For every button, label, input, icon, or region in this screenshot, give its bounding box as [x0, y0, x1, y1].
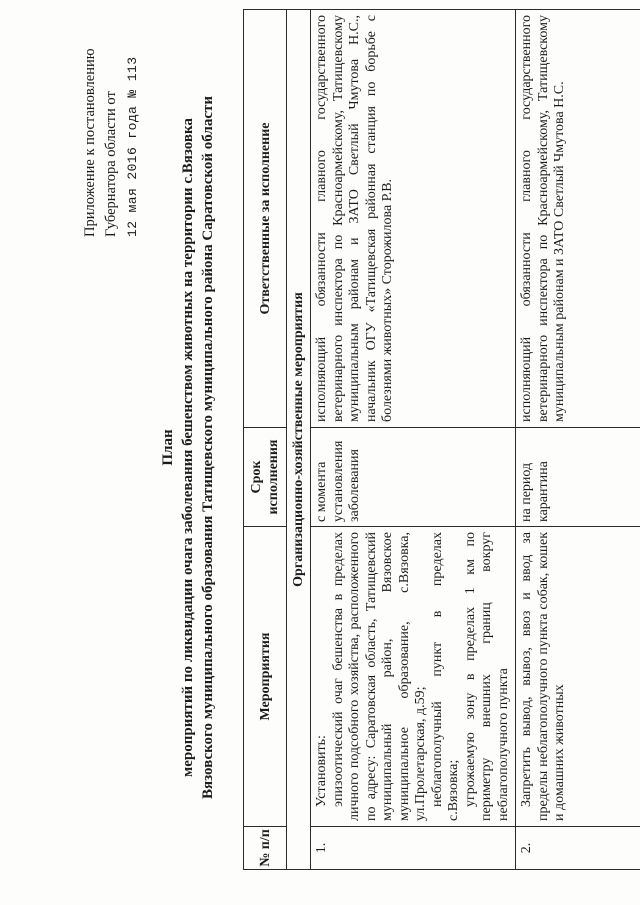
row-number: 2. — [516, 827, 640, 870]
activity-cell — [516, 527, 640, 827]
title-line-3: Вязовского муниципального образования Татищевского муниципального района Саратовской области — [200, 96, 216, 800]
title-line-2: мероприятий по ликвидации очага заболевания бешенством животных на территории с.Вязовка — [180, 118, 196, 777]
activity-paragraph: Установить: — [314, 735, 329, 807]
activity-paragraph: угрожаемую зону в пределах 1 км по периметру внешних границ вокруг неблагополучного пункта — [462, 532, 511, 821]
activity-paragraph: неблагополучный пункт в пределах с.Вязовка; — [429, 532, 461, 821]
document-title — [158, 28, 218, 867]
table-header-row — [244, 10, 287, 870]
activity-cell — [311, 527, 516, 827]
table-row — [516, 10, 640, 870]
responsible-cell: исполняющий обязанности главного государственного ветеринарного инспектора по Красноармейскому, Татищевскому муниципальным районам и ЗАТО Светлый Чмутова Н.С., начальник ОГУ «Татищевская районная станция по борьбе с болезнями животных» Сторожилова Р.В. — [311, 10, 516, 428]
responsible-cell: исполняющий обязанности главного государственного ветеринарного инспектора по Красноармейскому, Татищевскому муниципальным районам и ЗАТО Светлый Чмутова Н.С. — [516, 10, 640, 428]
approval-line-1: Приложение к постановлению — [82, 48, 98, 237]
section-row — [287, 10, 311, 870]
col-header-activity: Мероприятия — [244, 527, 287, 827]
col-header-term: Срок исполнения — [244, 428, 287, 527]
row-number: 1. — [311, 827, 516, 870]
section-title: Организационно-хозяйственные мероприятия — [287, 10, 311, 870]
approval-stamp — [80, 48, 143, 237]
activity-paragraph: эпизоотический очаг бешенства в пределах личного подсобного хозяйства, расположенного по адресу: Саратовская область, Татищевский муниципальный район, Вязовское муниципальное образование, с.Вязовка, ул.Пролетарская, д.59; — [330, 532, 428, 821]
approval-line-2: Губернатора области от — [103, 91, 119, 237]
table-row — [311, 10, 516, 870]
approval-date-number: 12 мая 2016 года № 113 — [125, 56, 140, 237]
col-header-responsible: Ответственные за исполнение — [244, 10, 287, 428]
activity-paragraph: Запретить вывод, вывоз, ввоз и ввод за пределы неблагополучного пункта собак, кошек и домашних животных — [519, 532, 567, 821]
term-cell: на период карантина — [516, 428, 640, 527]
term-cell: с момента установления заболевания — [311, 428, 516, 527]
col-header-num: № п/п — [244, 827, 287, 870]
action-plan-table — [243, 9, 640, 870]
title-line-1: План — [160, 429, 176, 466]
